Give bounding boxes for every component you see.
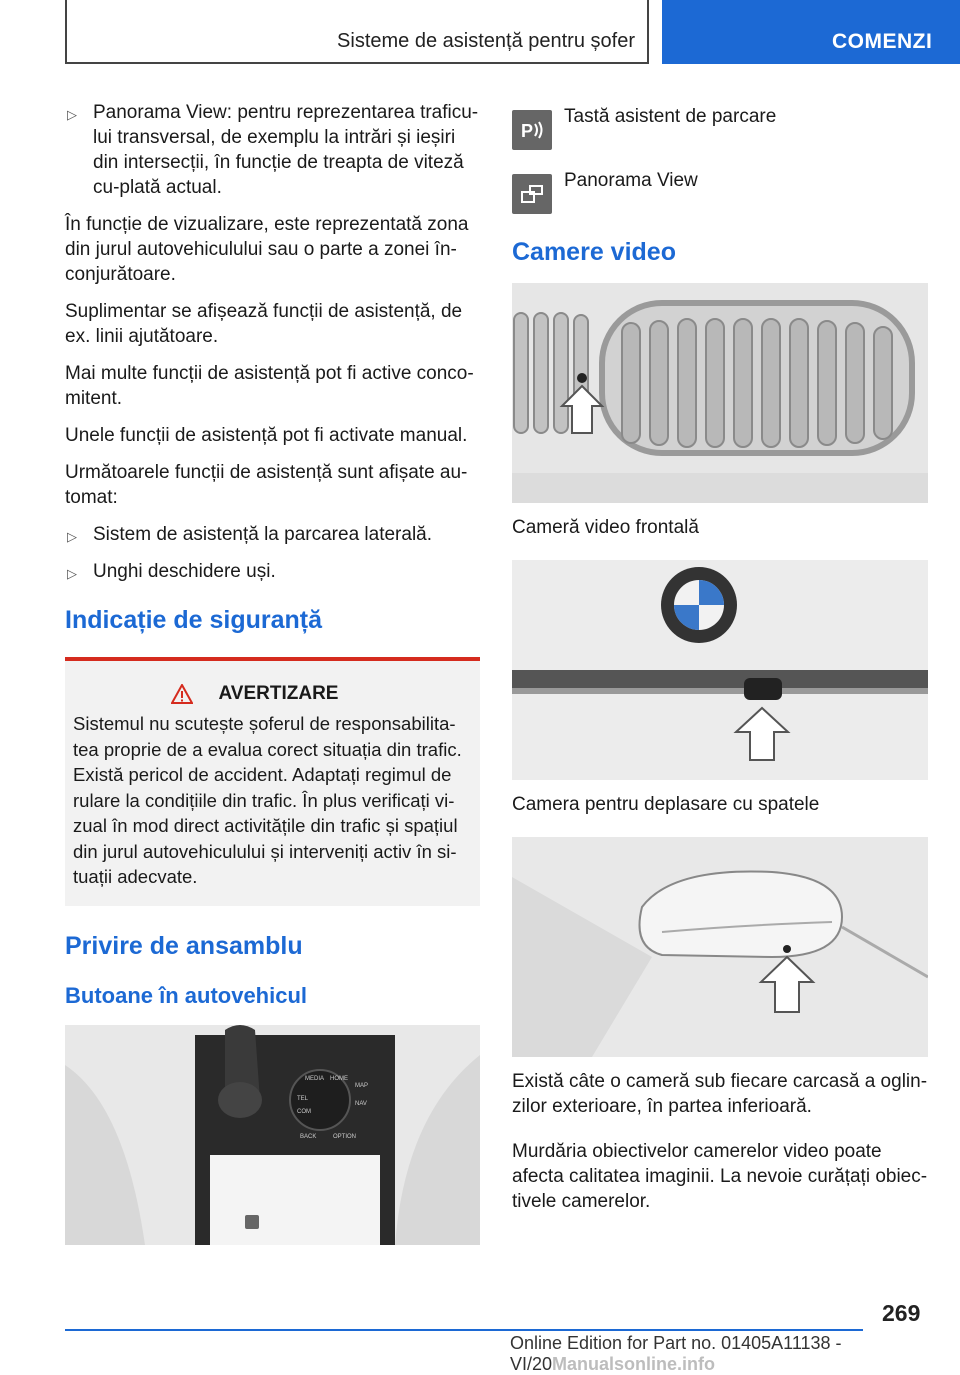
paragraph: Următoarele funcții de asistență sunt afișate au-tomat: [65, 462, 468, 508]
paragraph: În funcție de vizualizare, este reprezentată zona din jurul autovehiculului sau o parte a zonei în-conjurătoare. [65, 214, 469, 285]
bullet-text: Sistem de asistență la parcarea laterală. [93, 524, 433, 545]
warning-triangle-icon [171, 684, 193, 704]
console-label: COM [297, 1108, 311, 1115]
footer-edition [510, 1333, 960, 1375]
front-camera-photo [512, 283, 928, 503]
footer-edition-text: Online Edition for Part no. 01405A11138 - VI/20 [510, 1333, 842, 1374]
svg-text:P: P [521, 121, 534, 141]
console-label: TEL [297, 1095, 309, 1102]
caption-front-camera: Cameră video frontală [512, 517, 699, 538]
footer-divider [65, 1329, 863, 1331]
heading-overview: Privire de ansamblu [65, 931, 303, 960]
warning-box [65, 657, 480, 906]
panorama-view-label: Panorama View [564, 170, 698, 191]
header-section-title: Sisteme de asistență pentru șofer [337, 30, 635, 52]
paragraph: Mai multe funcții de asistență pot fi active conco-mitent. [65, 363, 474, 409]
bullet-text: Unghi deschidere uși. [93, 561, 276, 582]
console-label: BACK [300, 1133, 317, 1140]
parking-assist-icon [512, 110, 552, 150]
icon-row [512, 164, 928, 214]
list-item [65, 559, 480, 584]
console-label: MAP [355, 1082, 369, 1089]
heading-safety: Indicație de siguranță [65, 606, 323, 634]
mirror-camera-photo [512, 837, 928, 1057]
bullet-text: Panorama View: pentru reprezentarea traficu-lui transversal, de exemplu la intrări și ieșiri din intersecții, în funcție de treapta de viteză cu-plată actual. [93, 102, 479, 198]
paragraph: Suplimentar se afișează funcții de asistență, de ex. linii ajutătoare. [65, 301, 463, 347]
right-column [512, 100, 928, 1226]
header-tab-comenzi[interactable]: COMENZI [662, 0, 960, 64]
icon-row [512, 100, 928, 150]
caption-rear-camera: Camera pentru deplasare cu spatele [512, 794, 820, 815]
list-item [65, 522, 480, 547]
console-label: HOME [330, 1075, 348, 1082]
paragraph-camera-cleaning: Murdăria obiectivelor camerelor video poate afecta calitatea imaginii. La nevoie curățați obiec-tivele camerelor. [512, 1141, 928, 1212]
console-label: OPTION [333, 1133, 357, 1140]
warning-text: Sistemul nu scutește șoferul de responsabilita-tea proprie de a evalua corect situația din trafic. Există pericol de accident. Adaptați regimul de rulare la condițiile din trafic. În plus verificați vi-zual în mod direct activitățile din trafic și spațiul din jurul autovehiculului și interveniți activ în si-tuații adecvate. [73, 713, 462, 887]
caption-mirror-camera: Există câte o cameră sub fiecare carcasă a oglin-zilor exterioare, în partea inferioară. [512, 1071, 928, 1117]
warning-title-row [73, 683, 472, 705]
left-column [65, 100, 480, 1245]
list-item [65, 100, 480, 200]
header-section-box [65, 0, 649, 64]
warning-title: AVERTIZARE [218, 683, 339, 704]
panorama-view-icon [512, 174, 552, 214]
center-console-illustration [65, 1025, 480, 1245]
triangle-bullet-icon: ▷ [67, 107, 77, 122]
console-label: NAV [355, 1100, 367, 1107]
console-buttons-photo [65, 1025, 480, 1245]
parking-assist-label: Tastă asistent de parcare [564, 106, 777, 127]
rear-camera-photo [512, 560, 928, 780]
paragraph: Unele funcții de asistență pot fi activate manual. [65, 425, 468, 446]
subheading-buttons: Butoane în autovehicul [65, 982, 308, 1008]
triangle-bullet-icon: ▷ [67, 566, 77, 581]
triangle-bullet-icon: ▷ [67, 529, 77, 544]
footer-watermark: Manualsonline.info [552, 1354, 716, 1374]
console-label: MEDIA [305, 1075, 325, 1082]
page-number: 269 [882, 1300, 921, 1326]
heading-cameras: Camere video [512, 238, 676, 266]
